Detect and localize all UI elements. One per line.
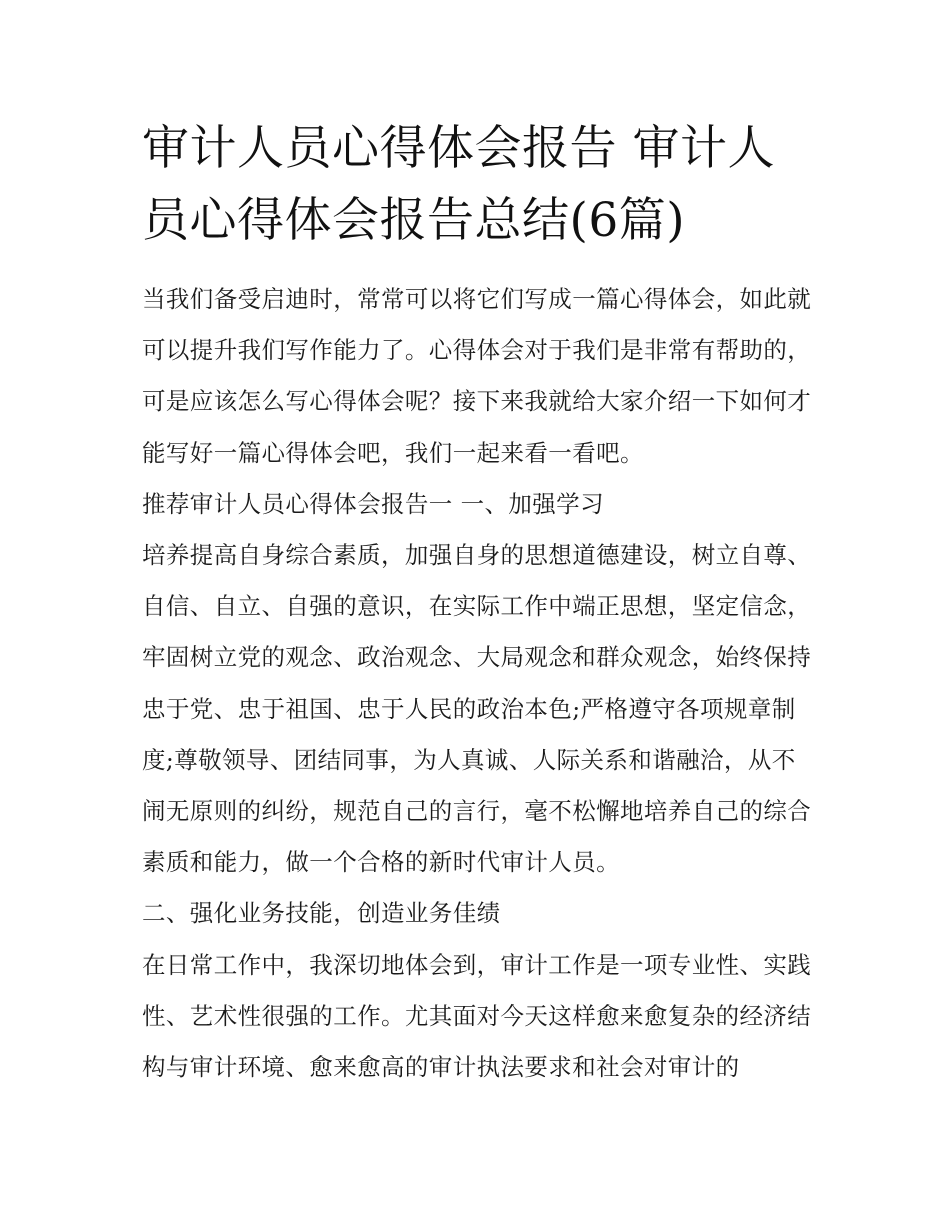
section-heading-2: 二、强化业务技能，创造业务佳绩 [142, 899, 501, 928]
document-title: 审计人员心得体会报告 审计人员心得体会报告总结(6篇) [142, 121, 775, 248]
document-body [142, 274, 814, 1093]
section-paragraph-1: 培养提高自身综合素质，加强自身的思想道德建设，树立自尊、自信、自立、自强的意识，在实际工作中端正思想，坚定信念，牢固树立党的观念、政治观念、大局观念和群众观念，始终保持忠于党、忠于祖国、忠于人民的政治本色;严格遵守各项规章制度;尊敬领导、团结同事，为人真诚、人际关系和谐融洽，从不闹无原则的纠纷，规范自己的言行，毫不松懈地培养自己的综合素质和能力，做一个合格的新时代审计人员。 [142, 541, 812, 877]
document-page [142, 113, 814, 1093]
section-paragraph-2: 在日常工作中，我深切地体会到，审计工作是一项专业性、实践性、艺术性很强的工作。尤其面对今天这样愈来愈复杂的经济结构与审计环境、愈来愈高的审计执法要求和社会对审计的 [142, 950, 812, 1082]
intro-paragraph: 当我们备受启迪时，常常可以将它们写成一篇心得体会，如此就可以提升我们写作能力了。心得体会对于我们是非常有帮助的，可是应该怎么写心得体会呢？接下来我就给大家介绍一下如何才能写好一篇心得体会吧，我们一起来看一看吧。 [142, 285, 812, 467]
section-heading-1: 推荐审计人员心得体会报告一 一、加强学习 [142, 489, 604, 518]
